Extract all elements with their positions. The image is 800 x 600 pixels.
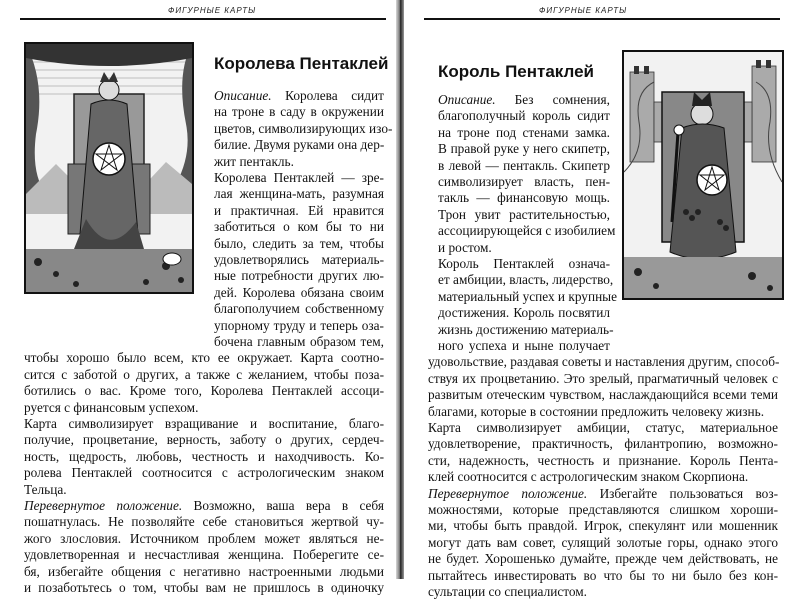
text-line (438, 321, 614, 338)
line-text: было, следить за тем, чтобы (214, 235, 384, 251)
text-line (428, 535, 778, 551)
right-page (404, 0, 800, 599)
line-text: благами, которые в состоянии предложить человеку жизнь. (428, 403, 765, 419)
text-line (428, 387, 778, 403)
line-text: В правой руке у него скипетр, (438, 141, 610, 157)
line-text: бя, избегайте общения с негативно настроенными людьми (24, 563, 384, 579)
running-head: ФИГУРНЫЕ КАРТЫ (539, 6, 628, 15)
text-line (428, 518, 778, 534)
text-line (24, 580, 384, 596)
text-line (214, 203, 384, 219)
text-line (438, 240, 610, 256)
line-text: могут дать вам совет, сулящий золотые горы, однако этого (428, 534, 778, 550)
line-text: сится с заботой о других, а также с желанием, чтобы поза- (24, 366, 384, 382)
text-line (438, 207, 610, 223)
text-line (428, 420, 778, 436)
line-text: такль — финансовую мощь. (438, 190, 610, 206)
line-text: бочена главным образом тем, (214, 334, 384, 349)
text-line (214, 88, 384, 104)
text-line (214, 219, 384, 235)
text-line (428, 469, 778, 485)
text-line (24, 350, 384, 366)
line-text: ные потребности других лю- (214, 268, 384, 284)
text-line (438, 223, 616, 239)
line-text: Карта символизирует взращивание и воспитание, благо- (24, 416, 384, 431)
line-text: удовлетворение, практичность, филантропию, возможно- (428, 436, 778, 452)
text-line (214, 236, 384, 252)
queen-of-pentacles-card-illustration (24, 42, 194, 294)
text-line (24, 449, 384, 465)
line-text: благополучный король сидит (438, 108, 610, 124)
text-line (428, 371, 778, 387)
line-text: жизнь достижению материаль- (438, 321, 614, 337)
header-rule (424, 18, 780, 20)
line-text: ность, щедрость, любовь, честность и находчивость. Ко- (24, 448, 384, 464)
text-line (214, 170, 384, 186)
text-line (24, 564, 384, 580)
section-label: Перевернутое положение. (428, 485, 588, 501)
text-line (438, 272, 614, 288)
text-line (428, 551, 778, 567)
line-text: Без сомнения, (495, 92, 610, 107)
line-text: дей. Королева обязана своим (214, 284, 384, 300)
line-text: жит пентакль. (214, 153, 294, 169)
line-text: можностями, которые представляются слишком хороши- (428, 502, 778, 517)
text-line (214, 334, 384, 350)
text-line (24, 367, 384, 383)
line-text: руется с финансовым успехом. (24, 399, 199, 415)
line-text: ассоциирующейся с изобилием (438, 223, 616, 239)
text-line (24, 498, 384, 514)
line-text: развитым отеческим чувством, наслаждающийся всеми теми (428, 387, 778, 403)
line-text: на троне в саду в окружении (214, 104, 384, 120)
line-text: в левой — пентакль. Скипетр (438, 157, 610, 173)
left-page (0, 0, 396, 595)
line-text: пошатнулась. Не позволяйте себе становиться жертвой чу- (24, 514, 384, 530)
line-text: Трон увит растительностью, (438, 206, 610, 222)
text-line (438, 92, 610, 108)
text-line (428, 453, 778, 469)
page-title: Королева Пентаклей (214, 54, 389, 73)
line-text: удовлетворялись материаль- (214, 252, 384, 267)
text-line (24, 514, 384, 530)
header-rule (20, 18, 386, 20)
section-label: Описание. (214, 88, 272, 103)
text-line (24, 432, 384, 448)
text-line (214, 268, 384, 284)
line-text: Возможно, ваша вера в себя (182, 498, 384, 513)
line-text: заботиться о ком бы то ни (214, 219, 384, 235)
text-line (214, 252, 384, 268)
text-line (214, 154, 384, 170)
line-text: не будет. Хорошенько думайте, прежде чем действовать, не (428, 551, 778, 567)
line-text: ботились о вас. Кроме того, Королева Пентаклей ассоци- (24, 383, 384, 399)
line-text: достижения. Король посвятил (438, 305, 610, 321)
text-line (24, 482, 384, 498)
text-line (24, 547, 384, 563)
text-line (438, 174, 610, 190)
text-line (428, 584, 778, 600)
line-text: упорному труду и теперь оза- (214, 317, 384, 333)
text-line (438, 338, 610, 354)
text-line (428, 486, 778, 502)
text-line (24, 465, 384, 481)
line-text: благополучием собственному (214, 301, 384, 317)
text-line (214, 137, 384, 153)
line-text: на троне под стенами замка. (438, 124, 610, 140)
line-text: получие, процветание, верность, заботу о других, сердеч- (24, 432, 384, 448)
line-text: и практичная. Ей нравится (214, 202, 384, 218)
text-line (214, 186, 384, 202)
line-text: жого злословия. Источником проблем может являться не- (24, 530, 384, 546)
line-text: цветов, символизирующих изо- (214, 120, 393, 136)
line-text: ет амбиции, власть, лидерство, (438, 272, 614, 288)
text-line (428, 404, 778, 420)
text-line (214, 318, 384, 334)
king-card-picture (624, 52, 782, 298)
text-line (214, 120, 393, 137)
text-line (438, 256, 610, 272)
text-line (438, 288, 618, 305)
line-text: клей соотносится с астрологическим знаком Скорпиона. (428, 469, 749, 485)
line-text: и ростом. (438, 239, 492, 255)
text-line (24, 383, 384, 399)
text-line (428, 568, 778, 584)
line-text: и позаботьтесь о том, чтобы вам не пришлось в одиночку (24, 580, 384, 595)
line-text: Король Пентаклей означа- (438, 256, 610, 271)
king-of-pentacles-card-illustration (622, 50, 784, 300)
text-line (24, 531, 384, 547)
text-line (428, 502, 778, 518)
line-text: Королева сидит (271, 88, 384, 103)
text-line (214, 104, 384, 120)
line-text: символизирует власть, пен- (438, 174, 610, 189)
line-text: материальный успех и крупные (438, 288, 618, 304)
line-text: ми, чтобы быть правдой. Игрок, спекулянт или мошенник (428, 518, 778, 534)
text-line (438, 305, 610, 321)
line-text: Тельца. (24, 481, 67, 497)
text-line (438, 125, 610, 141)
line-text: пытайтесь инвестировать во что бы то ни было без кон- (428, 567, 778, 583)
section-label: Перевернутое положение. (24, 498, 183, 513)
book-gutter (396, 0, 404, 579)
text-line (24, 400, 384, 416)
line-text: удовлетворенная и несчастливая женщина. Поберегите се- (24, 547, 384, 563)
line-text: сти, надежность, честность и признание. Король Пента- (428, 452, 778, 468)
line-text: Королева Пентаклей — зре- (214, 170, 384, 185)
text-line (214, 301, 384, 317)
line-text: чтобы хорошо было всем, кто ее окружает. Карта соотно- (24, 350, 384, 366)
text-line (24, 416, 384, 432)
text-line (438, 158, 610, 174)
line-text: сультации со специалистом. (428, 584, 587, 599)
text-line (438, 141, 610, 157)
text-line (428, 436, 778, 452)
line-text: удовольствие, раздавая советы и наставления другим, способ- (428, 354, 780, 370)
line-text: билие. Двумя руками она дер- (214, 137, 385, 153)
text-line (438, 190, 610, 206)
page-title: Король Пентаклей (438, 62, 594, 81)
line-text: ролева Пентаклей соотносится с астрологическим знаком (24, 465, 384, 481)
running-head: ФИГУРНЫЕ КАРТЫ (168, 6, 257, 15)
queen-card-picture (26, 44, 192, 292)
line-text: лая женщина-мать, разумная (214, 186, 384, 202)
line-text: ного успеха и ныне получает (438, 338, 610, 353)
text-line (214, 285, 384, 301)
line-text: Избегайте пользоваться воз- (587, 485, 778, 501)
section-label: Описание. (438, 92, 496, 107)
text-line (428, 354, 778, 370)
line-text: ствуя их процветанию. Это зрелый, прагматичный человек с (428, 370, 778, 386)
line-text: Карта символизирует амбиции, статус, материальное (428, 420, 778, 435)
text-line (438, 108, 610, 124)
